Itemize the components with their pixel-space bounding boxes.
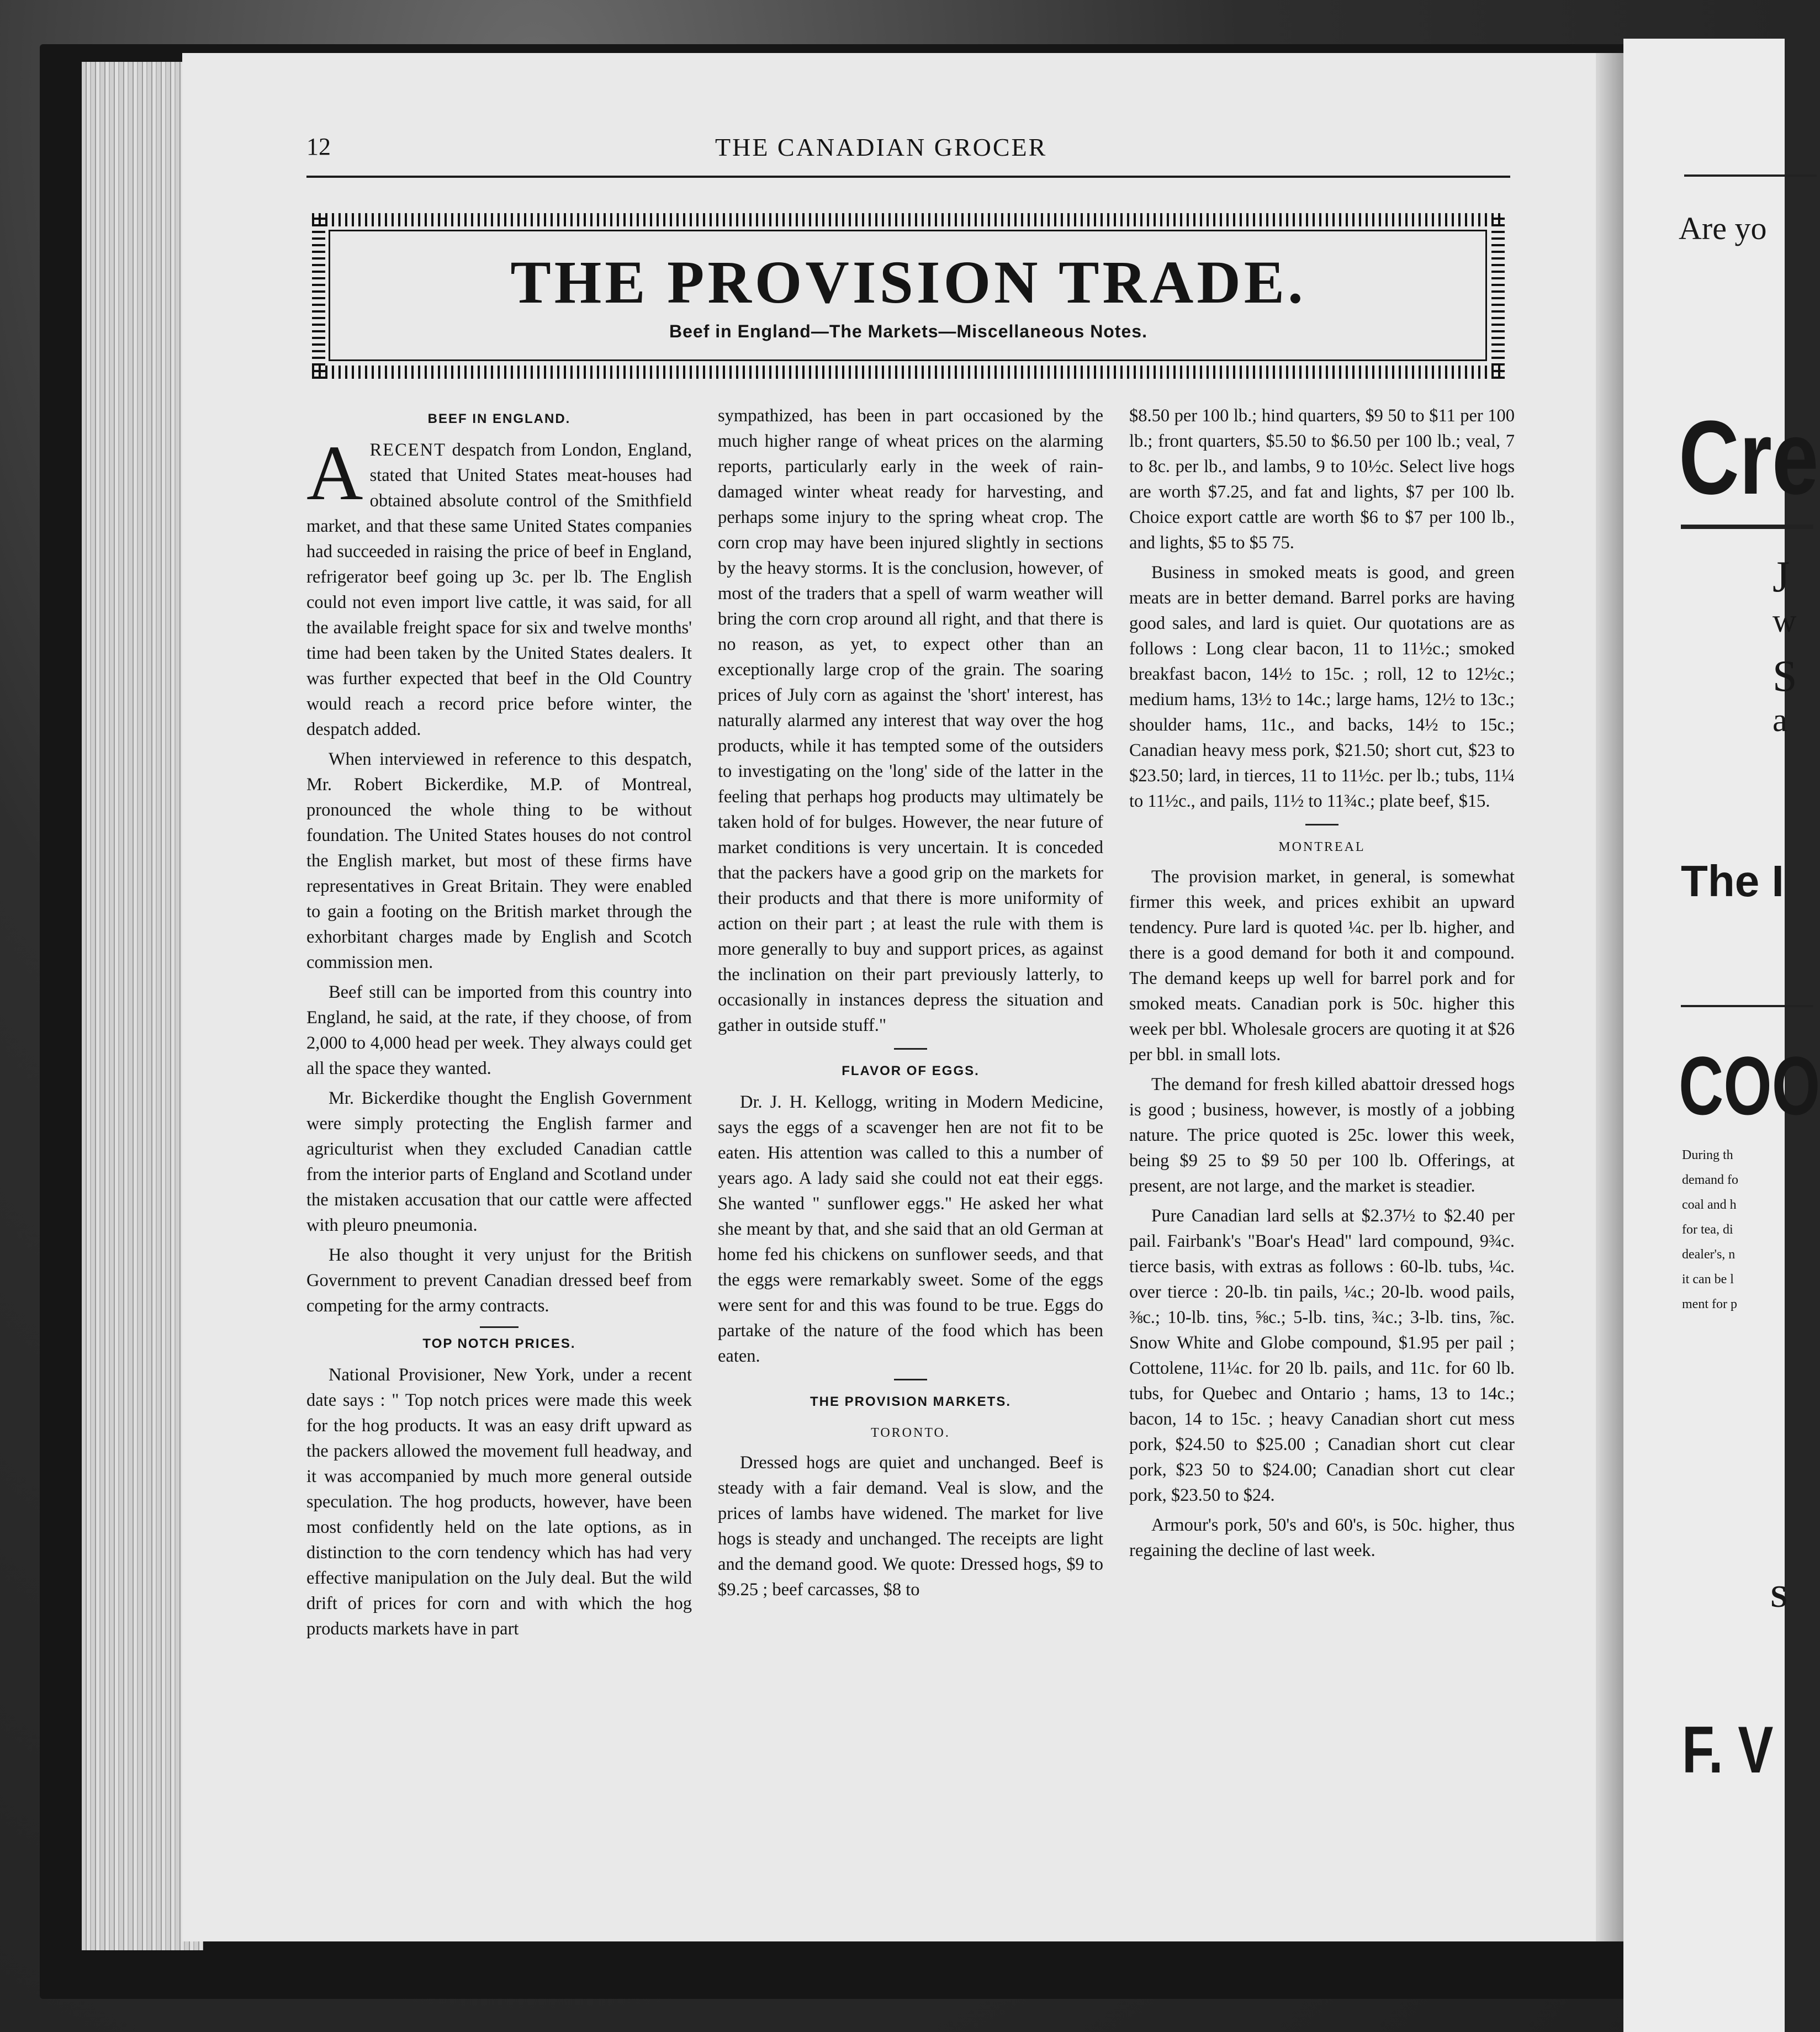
paragraph: sympathized, has been in part occasioned by the much higher range of wheat prices on the alarming reports, particularly early in the week of rain-damaged winter wheat ready for harvesting, and perhaps some injury to the spring wheat crop. The corn crop may have been injured slightly in sections by the heavy storms. It is the conclusion, however, of most of the traders that a spell of warm weather will bring the corn crop around all right, and that there is no reason, as yet, to expect other than an exceptionally large crop of the grain. The soaring prices of July corn as against the 'short' interest, has naturally alarmed any interest that way over the hog products, while it has tempted some of the outsiders to investigating on the 'long' side of the latter in the feeling that perhaps hog products may ultimately be taken hold of for bulges. However, the near future of market conditions is very uncertain. It is conceded that the packers have a good grip on the markets for their products and that there is more uniformity of action on their part ; at least the rule with them is more generally to buy and support prices, as against the inclination on their part previously latterly, to occasionally in instances depress the situation and gather in outside stuff."	[718, 406, 1103, 1035]
ornamental-border-top	[312, 213, 1505, 226]
column-1	[306, 403, 692, 1642]
facing-small-line: for tea, di	[1682, 1223, 1733, 1237]
article-subtitle: Beef in England—The Markets—Miscellaneous Notes.	[669, 321, 1147, 341]
article-title-box	[312, 213, 1505, 379]
ornamental-border-bottom	[312, 366, 1505, 379]
facing-page-rule	[1684, 174, 1817, 177]
facing-text-line: Are yo	[1679, 210, 1767, 246]
paragraph: He also thought it very unjust for the British Government to prevent Canadian dressed beef from competing for the army contracts.	[306, 1245, 692, 1316]
facing-text-line: The I	[1681, 856, 1784, 906]
facing-headline: COO	[1679, 1039, 1820, 1132]
journal-title: THE CANADIAN GROCER	[715, 133, 1047, 161]
section-heading: BEEF IN ENGLAND.	[427, 411, 571, 426]
section-divider	[1305, 824, 1338, 826]
header-rule	[306, 176, 1510, 178]
facing-text-line: S	[1770, 1580, 1788, 1614]
column-3	[1129, 403, 1515, 1563]
city-heading: MONTREAL	[1278, 840, 1366, 854]
facing-page	[1623, 39, 1820, 2032]
facing-small-line: During th	[1682, 1148, 1733, 1162]
facing-small-line: coal and h	[1682, 1198, 1737, 1212]
running-head	[306, 128, 1510, 167]
paragraph	[306, 429, 692, 742]
section-heading: FLAVOR OF EGGS.	[842, 1063, 980, 1078]
lead-word: RECENT	[369, 440, 446, 460]
facing-small-line: ment for p	[1682, 1297, 1737, 1311]
page-number: 12	[306, 133, 331, 160]
section-divider	[894, 1048, 927, 1050]
column-2	[718, 403, 1103, 1602]
section-heading: THE PROVISION MARKETS.	[810, 1394, 1012, 1409]
facing-small-line: dealer's, n	[1682, 1247, 1736, 1262]
paragraph: Dr. J. H. Kellogg, writing in Modern Medicine, says the eggs of a scavenger hen are not fit to be eaten. His attention was called to this a number of years ago. A lady said she could not eat their eggs. She wanted " sunflower eggs." He asked her what she meant by that, and she said that an old German at home fed his chickens on sunflower seeds, and that the eggs were remarkably sweet. Some of the eggs were sent for and this was found to be true. Eggs do partake of the nature of the food which has been eaten.	[718, 1092, 1103, 1366]
paragraph: Beef still can be imported from this country into England, he said, at the rate, if they choose, of from 2,000 to 4,000 head per week. They always could get all the space they wanted.	[306, 982, 692, 1078]
paragraph: $8.50 per 100 lb.; hind quarters, $9 50 to $11 per 100 lb.; front quarters, $5.50 to $6.50 per 100 lb.; veal, 7 to 8c. per lb., and lambs, 9 to 10½c. Select live hogs are worth $7.25, and fat and lights, $7 per 100 lb. Choice export cattle are worth $6 to $7 per 100 lb., and lights, $5 to $5 75.	[1129, 406, 1515, 553]
article-title: THE PROVISION TRADE.	[510, 248, 1306, 316]
facing-headline: Cre	[1679, 399, 1819, 516]
paragraph: Armour's pork, 50's and 60's, is 50c. higher, thus regaining the decline of last week.	[1129, 1515, 1515, 1560]
paragraph: Pure Canadian lard sells at $2.37½ to $2.40 per pail. Fairbank's "Boar's Head" lard compound, 9¾c. tierce basis, with extras as follows : 60-lb. tubs, ¼c. over tierce : 20-lb. tin pails, ¼c.; 20-lb. wood pails, ⅜c.; 10-lb. tins, ⅝c.; 5-lb. tins, ¾c.; 3-lb. tins, ⅞c. Snow White and Globe compound, $1.95 per pail ; Cottolene, 11¼c. for 20 lb. pails, and 11c. for 60 lb. tubs, for Quebec and Ontario ; hams, 13 to 14c.; bacon, 14 to 15c. ; heavy Canadian short cut mess pork, $24.50 to $25.00 ; Canadian short cut clear pork, $23 50 to $24.00; Canadian short cut clear pork, $23.50 to $24.	[1129, 1206, 1515, 1505]
facing-text-line: w	[1773, 602, 1797, 639]
paragraph-text: despatch from London, England, stated that United States meat-houses had obtained absolute control of the Smithfield market, and that these same United States companies had succeeded in raising the price of beef in England, refrigerator beef going up 3c. per lb. The English could not even import live cattle, it was said, for all the available freight space for six and twelve months' time had been taken by the United States dealers. It was further expected that beef in the Old Country would reach a record price before winter, the despatch added.	[306, 440, 692, 739]
drop-cap: A	[306, 429, 363, 516]
city-heading: TORONTO.	[871, 1426, 950, 1440]
paragraph: Business in smoked meats is good, and green meats are in better demand. Barrel porks are having good sales, and lard is quiet. Our quotations are as follows : Long clear bacon, 11 to 11½c.; smoked breakfast bacon, 14½ to 15c. ; roll, 12 to 12½c.; medium hams, 13½ to 14c.; large hams, 12½ to 13c.; shoulder hams, 11c., and backs, 14½ to 15c.; Canadian heavy mess pork, $21.50; short cut, $23 to $23.50; lard, in tierces, 11 to 11½c. per lb.; tubs, 11¼ to 11½c., and pails, 11½ to 11¾c.; plate beef, $15.	[1129, 563, 1515, 811]
facing-page-rule	[1681, 1005, 1813, 1007]
paragraph: Dressed hogs are quiet and unchanged. Beef is steady with a fair demand. Veal is slow, and the prices of lambs have widened. The market for live hogs is steady and unchanged. The receipts are light and the demand good. We quote: Dressed hogs, $9 to $9.25 ; beef carcasses, $8 to	[718, 1453, 1103, 1600]
section-heading: TOP NOTCH PRICES.	[422, 1336, 576, 1351]
paragraph: When interviewed in reference to this despatch, Mr. Robert Bickerdike, M.P. of Montreal, pronounced the whole thing to be without foundation. The United States houses do not control the English market, but most of these firms have representatives in Great Britain. They were enabled to gain a footing on the British market through the exhorbitant charges made by English and Scotch commission men.	[306, 749, 692, 972]
facing-text-line: a	[1773, 702, 1787, 738]
facing-page-rule	[1681, 525, 1813, 529]
paragraph: National Provisioner, New York, under a recent date says : " Top notch prices were made this week for the hog products. It was an easy drift upward as the packers allowed the movement full headway, and it was accompanied by much more general outside speculation. The hog products, however, have been most confidently held on the late options, as in distinction to the corn tendency which has had very effective manipulation on the July deal. But the wild drift of prices for corn and with which the hog products markets have in part	[306, 1365, 692, 1639]
section-divider	[480, 1326, 519, 1328]
facing-text-line: J	[1773, 553, 1790, 601]
paragraph: Mr. Bickerdike thought the English Government were simply protecting the English farmer and agriculturist when they excluded Canadian cattle from the interior parts of England and Scotland under the mistaken accusation that our cattle were affected with pleuro pneumonia.	[306, 1088, 692, 1235]
paragraph: The provision market, in general, is somewhat firmer this week, and prices exhibit an upward tendency. Pure lard is quoted ¼c. per lb. higher, and there is a good demand for both it and compound. The demand keeps up well for barrel pork and for smoked meats. Canadian pork is 50c. higher this week per bbl. Wholesale grocers are quoting it at $26 per bbl. in small lots.	[1129, 867, 1515, 1065]
section-divider	[894, 1379, 927, 1380]
facing-small-line: it can be l	[1682, 1272, 1734, 1287]
facing-small-line: demand fo	[1682, 1173, 1738, 1187]
facing-headline: F. V	[1682, 1713, 1774, 1787]
paragraph: The demand for fresh killed abattoir dressed hogs is good ; business, however, is mostly of a jobbing nature. The price quoted is 25c. lower this week, being $9 25 to $9 50 per 100 lb. Offerings, at present, are not large, and the market is steadier.	[1129, 1075, 1515, 1196]
facing-text-line: S	[1773, 652, 1797, 701]
facing-small-text	[1682, 1143, 1738, 1317]
